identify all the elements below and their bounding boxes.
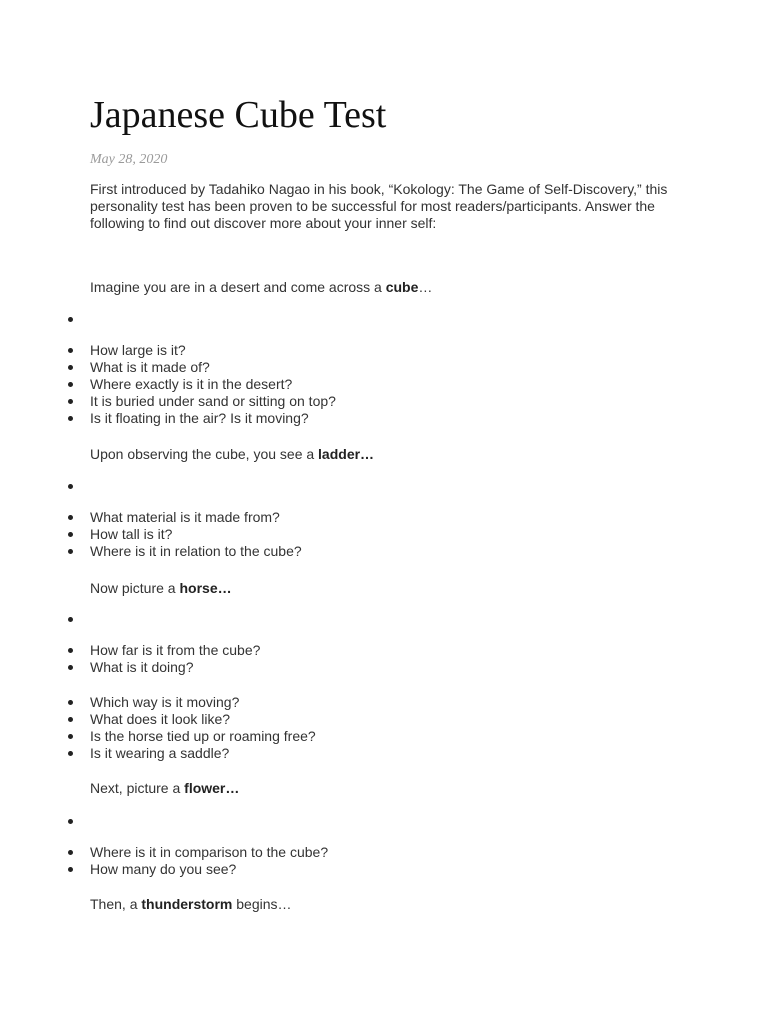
list-item-text: What does it look like? [90, 711, 231, 727]
bullet-icon [68, 365, 73, 370]
list-item-text: How large is it? [90, 342, 186, 358]
horse-prompt [90, 580, 232, 597]
bullet-icon [68, 700, 73, 705]
prompt-keyword: cube [385, 279, 419, 295]
prompt-text: Next, picture a [90, 780, 185, 796]
list-item [0, 509, 302, 526]
bullet-icon [68, 399, 73, 404]
cube-prompt [90, 279, 432, 296]
list-item [0, 526, 302, 543]
bullet-icon [68, 382, 73, 387]
prompt-text: Imagine you are in a desert and come across a [90, 279, 386, 295]
bullet-icon [68, 717, 73, 722]
list-item [0, 694, 316, 711]
list-item-text: Is it floating in the air? Is it moving? [90, 410, 309, 426]
list-item-text: Is the horse tied up or roaming free? [90, 728, 316, 744]
empty-bullet [68, 317, 73, 322]
prompt-text: Now picture a [90, 580, 180, 596]
list-item-text: Where is it in comparison to the cube? [90, 844, 329, 860]
page-title: Japanese Cube Test [90, 94, 387, 136]
list-item-text: How many do you see? [90, 861, 237, 877]
list-item [0, 642, 260, 659]
bullet-icon [68, 348, 73, 353]
empty-bullet [68, 617, 73, 622]
intro-paragraph: First introduced by Tadahiko Nagao in his book, “Kokology: The Game of Self-Discovery,” this personality test has been proven to be successful for most readers/participants. Answer the following to find out discover more about your inner self: [90, 181, 668, 231]
bullet-icon [68, 751, 73, 756]
list-item-text: How far is it from the cube? [90, 642, 261, 658]
list-item-text: What is it doing? [90, 659, 194, 675]
list-item-text: Is it wearing a saddle? [90, 745, 230, 761]
list-item-text: Where exactly is it in the desert? [90, 376, 293, 392]
horse-question-list-more [0, 694, 316, 762]
ladder-prompt [90, 446, 374, 463]
list-item-text: Where is it in relation to the cube? [90, 543, 302, 559]
list-item [0, 711, 316, 728]
flower-prompt [90, 780, 239, 797]
list-item-text: What is it made of? [90, 359, 210, 375]
prompt-keyword: ladder… [318, 446, 375, 462]
horse-question-list [0, 642, 260, 676]
prompt-text-end: begins… [232, 896, 292, 912]
cube-question-list [0, 342, 336, 427]
list-item [0, 393, 336, 410]
list-item [0, 844, 328, 861]
prompt-keyword: thunderstorm [141, 896, 233, 912]
bullet-icon [68, 665, 73, 670]
bullet-icon [68, 532, 73, 537]
bullet-icon [68, 850, 73, 855]
empty-bullet [68, 484, 73, 489]
flower-question-list [0, 844, 328, 878]
list-item [0, 359, 336, 376]
list-item-text: How tall is it? [90, 526, 173, 542]
list-item [0, 410, 336, 427]
prompt-keyword: flower… [184, 780, 240, 796]
list-item [0, 728, 316, 745]
list-item [0, 659, 260, 676]
thunderstorm-prompt [90, 896, 292, 913]
empty-bullet [68, 819, 73, 824]
list-item [0, 861, 328, 878]
prompt-keyword: horse… [179, 580, 232, 596]
prompt-text: Upon observing the cube, you see a [90, 446, 319, 462]
bullet-icon [68, 416, 73, 421]
list-item-text: It is buried under sand or sitting on top? [90, 393, 336, 409]
bullet-icon [68, 549, 73, 554]
ladder-question-list [0, 509, 302, 560]
bullet-icon [68, 734, 73, 739]
list-item [0, 745, 316, 762]
list-item [0, 342, 336, 359]
bullet-icon [68, 648, 73, 653]
list-item [0, 543, 302, 560]
bullet-icon [68, 867, 73, 872]
post-date: May 28, 2020 [90, 152, 168, 167]
list-item [0, 376, 336, 393]
list-item-text: Which way is it moving? [90, 694, 240, 710]
prompt-text-end: … [418, 279, 433, 295]
bullet-icon [68, 515, 73, 520]
list-item-text: What material is it made from? [90, 509, 280, 525]
prompt-text: Then, a [90, 896, 142, 912]
